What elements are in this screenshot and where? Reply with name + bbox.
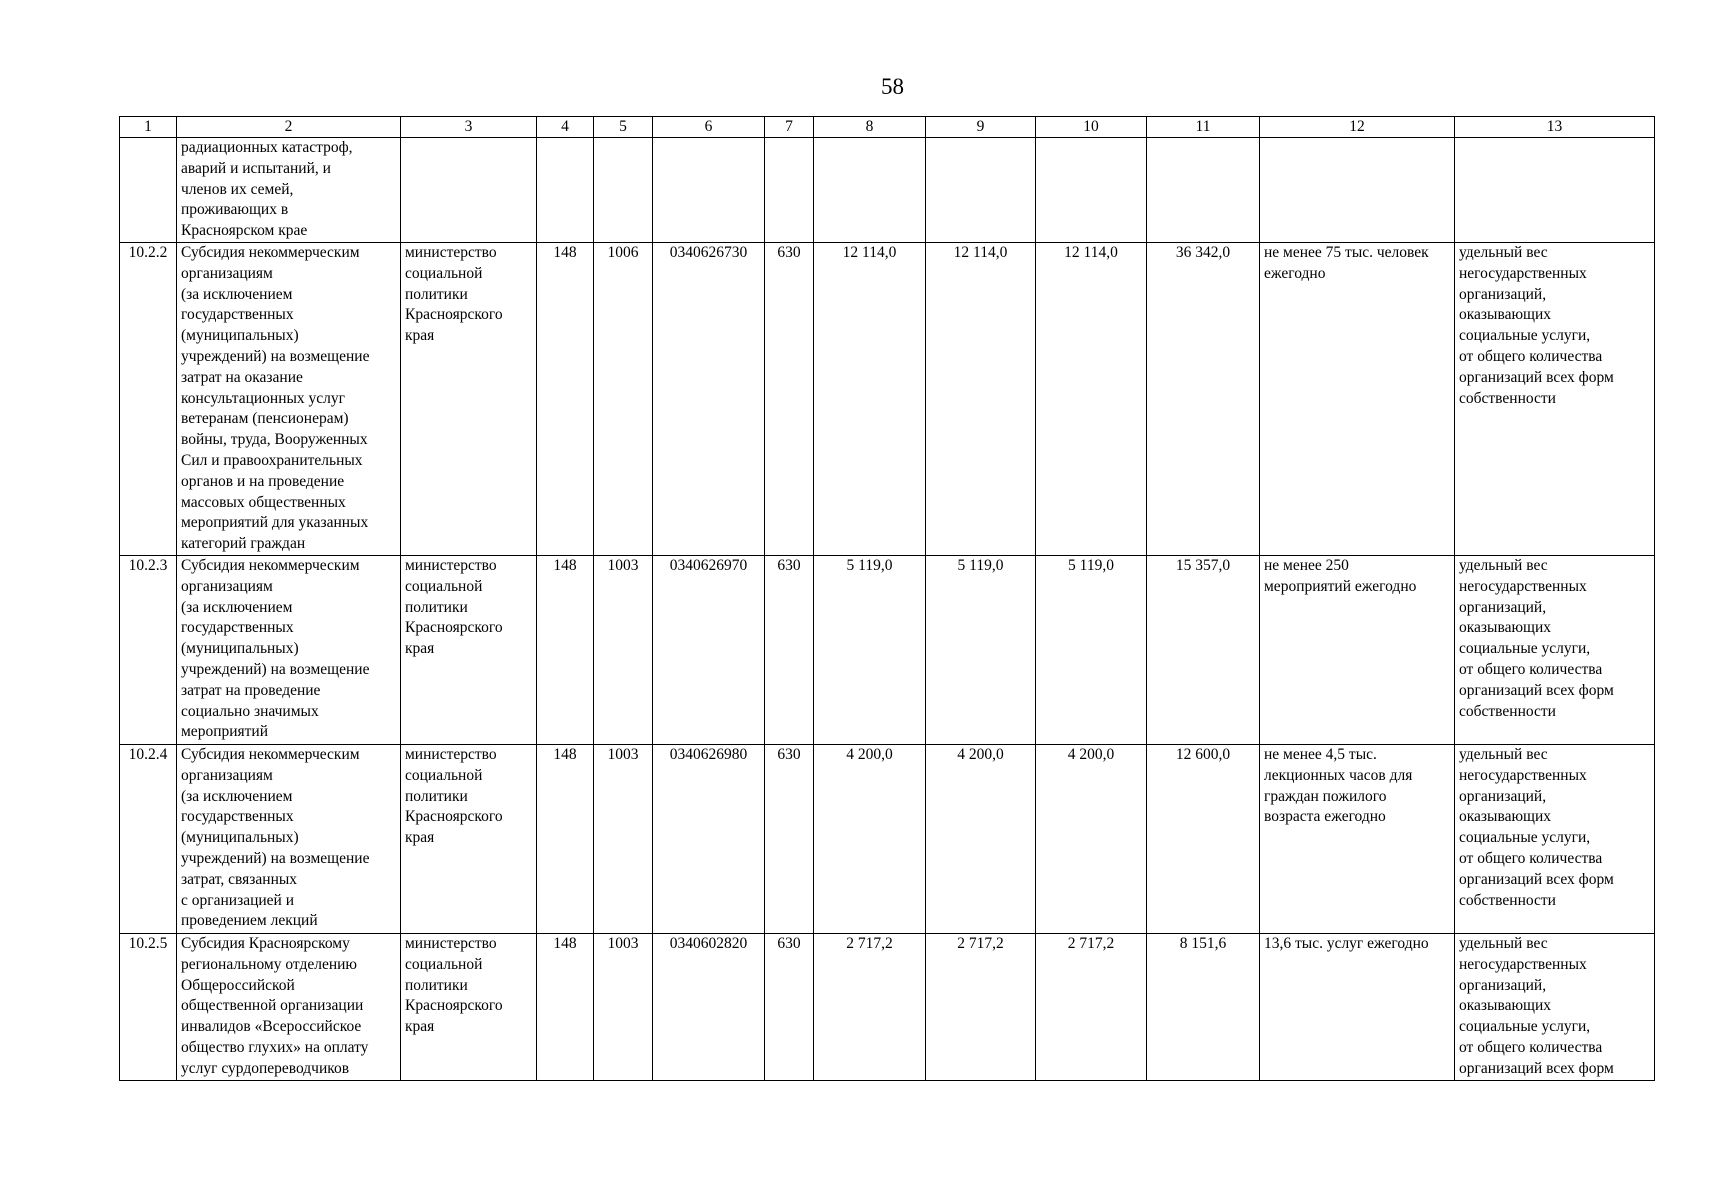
row-id: 10.2.4 [120, 745, 177, 934]
amount-total: 12 600,0 [1147, 745, 1260, 934]
responsible-agency [401, 138, 537, 243]
column-header: 4 [537, 117, 594, 138]
responsible-agency: министерство социальной политики Красноярского края [401, 745, 537, 934]
responsible-agency: министерство социальной политики Красноярского края [401, 556, 537, 745]
expense-type-code: 630 [765, 556, 814, 745]
table-row [120, 745, 1655, 934]
activity-name: Субсидия некоммерческим организациям (за исключением государственных (муниципальных) учреждений) на возмещение затрат на оказание консультационных услуг ветеранам (пенсионерам) войны, труда, Вооруженных Сил и правоохранительных органов и на проведение массовых общественных мероприятий для указанных категорий граждан [177, 243, 401, 556]
indicator: удельный вес негосударственных организаций, оказывающих социальные услуги, от общего количества организаций всех форм собственности [1455, 243, 1655, 556]
column-header: 8 [814, 117, 926, 138]
target-article-code: 0340626970 [653, 556, 765, 745]
column-header: 9 [926, 117, 1036, 138]
column-header: 6 [653, 117, 765, 138]
amount-col10: 2 717,2 [1036, 934, 1147, 1081]
row-id [120, 138, 177, 243]
section-code: 1003 [594, 934, 653, 1081]
expense-type-code: 630 [765, 934, 814, 1081]
expense-type-code: 630 [765, 745, 814, 934]
amount-col8: 5 119,0 [814, 556, 926, 745]
responsible-agency: министерство социальной политики Красноярского края [401, 934, 537, 1081]
row-id: 10.2.3 [120, 556, 177, 745]
table-row [120, 934, 1655, 1081]
column-header: 1 [120, 117, 177, 138]
row-id: 10.2.5 [120, 934, 177, 1081]
indicator: удельный вес негосударственных организаций, оказывающих социальные услуги, от общего количества организаций всех форм собственности [1455, 556, 1655, 745]
activity-name: радиационных катастроф, аварий и испытаний, и членов их семей, проживающих в Красноярском крае [177, 138, 401, 243]
target-article-code: 0340602820 [653, 934, 765, 1081]
column-header: 7 [765, 117, 814, 138]
column-header: 11 [1147, 117, 1260, 138]
expense-type-code: 630 [765, 243, 814, 556]
expense-type-code [765, 138, 814, 243]
grbs-code: 148 [537, 556, 594, 745]
amount-col8: 4 200,0 [814, 745, 926, 934]
column-number-row [120, 117, 1655, 138]
amount-total [1147, 138, 1260, 243]
expected-result: 13,6 тыс. услуг ежегодно [1260, 934, 1455, 1081]
expected-result: не менее 250 мероприятий ежегодно [1260, 556, 1455, 745]
target-article-code: 0340626980 [653, 745, 765, 934]
grbs-code: 148 [537, 934, 594, 1081]
amount-col9: 12 114,0 [926, 243, 1036, 556]
table-row [120, 243, 1655, 556]
grbs-code: 148 [537, 243, 594, 556]
expected-result: не менее 75 тыс. человек ежегодно [1260, 243, 1455, 556]
column-header: 13 [1455, 117, 1655, 138]
column-header: 12 [1260, 117, 1455, 138]
section-code: 1003 [594, 745, 653, 934]
column-header: 2 [177, 117, 401, 138]
indicator: удельный вес негосударственных организаций, оказывающих социальные услуги, от общего количества организаций всех форм [1455, 934, 1655, 1081]
activity-name: Субсидия некоммерческим организациям (за исключением государственных (муниципальных) учреждений) на возмещение затрат на проведение социально значимых мероприятий [177, 556, 401, 745]
amount-col8: 12 114,0 [814, 243, 926, 556]
indicator: удельный вес негосударственных организаций, оказывающих социальные услуги, от общего количества организаций всех форм собственности [1455, 745, 1655, 934]
row-id: 10.2.2 [120, 243, 177, 556]
amount-col10 [1036, 138, 1147, 243]
target-article-code [653, 138, 765, 243]
target-article-code: 0340626730 [653, 243, 765, 556]
program-activities-table [119, 116, 1655, 1081]
responsible-agency: министерство социальной политики Красноярского края [401, 243, 537, 556]
amount-col10: 12 114,0 [1036, 243, 1147, 556]
amount-total: 15 357,0 [1147, 556, 1260, 745]
expected-result: не менее 4,5 тыс. лекционных часов для граждан пожилого возраста ежегодно [1260, 745, 1455, 934]
grbs-code [537, 138, 594, 243]
section-code [594, 138, 653, 243]
activity-name: Субсидия Красноярскому региональному отделению Общероссийской общественной организации инвалидов «Всероссийское общество глухих» на оплату услуг сурдопереводчиков [177, 934, 401, 1081]
column-header: 10 [1036, 117, 1147, 138]
amount-col9 [926, 138, 1036, 243]
table-row [120, 556, 1655, 745]
amount-col9: 2 717,2 [926, 934, 1036, 1081]
amount-col10: 4 200,0 [1036, 745, 1147, 934]
column-header: 3 [401, 117, 537, 138]
amount-col9: 4 200,0 [926, 745, 1036, 934]
amount-col10: 5 119,0 [1036, 556, 1147, 745]
expected-result [1260, 138, 1455, 243]
column-header: 5 [594, 117, 653, 138]
grbs-code: 148 [537, 745, 594, 934]
indicator [1455, 138, 1655, 243]
amount-col8 [814, 138, 926, 243]
amount-total: 8 151,6 [1147, 934, 1260, 1081]
page-number: 58 [881, 74, 904, 99]
table-row [120, 138, 1655, 243]
amount-total: 36 342,0 [1147, 243, 1260, 556]
section-code: 1003 [594, 556, 653, 745]
amount-col9: 5 119,0 [926, 556, 1036, 745]
amount-col8: 2 717,2 [814, 934, 926, 1081]
activity-name: Субсидия некоммерческим организациям (за исключением государственных (муниципальных) учреждений) на возмещение затрат, связанных с организацией и проведением лекций [177, 745, 401, 934]
section-code: 1006 [594, 243, 653, 556]
